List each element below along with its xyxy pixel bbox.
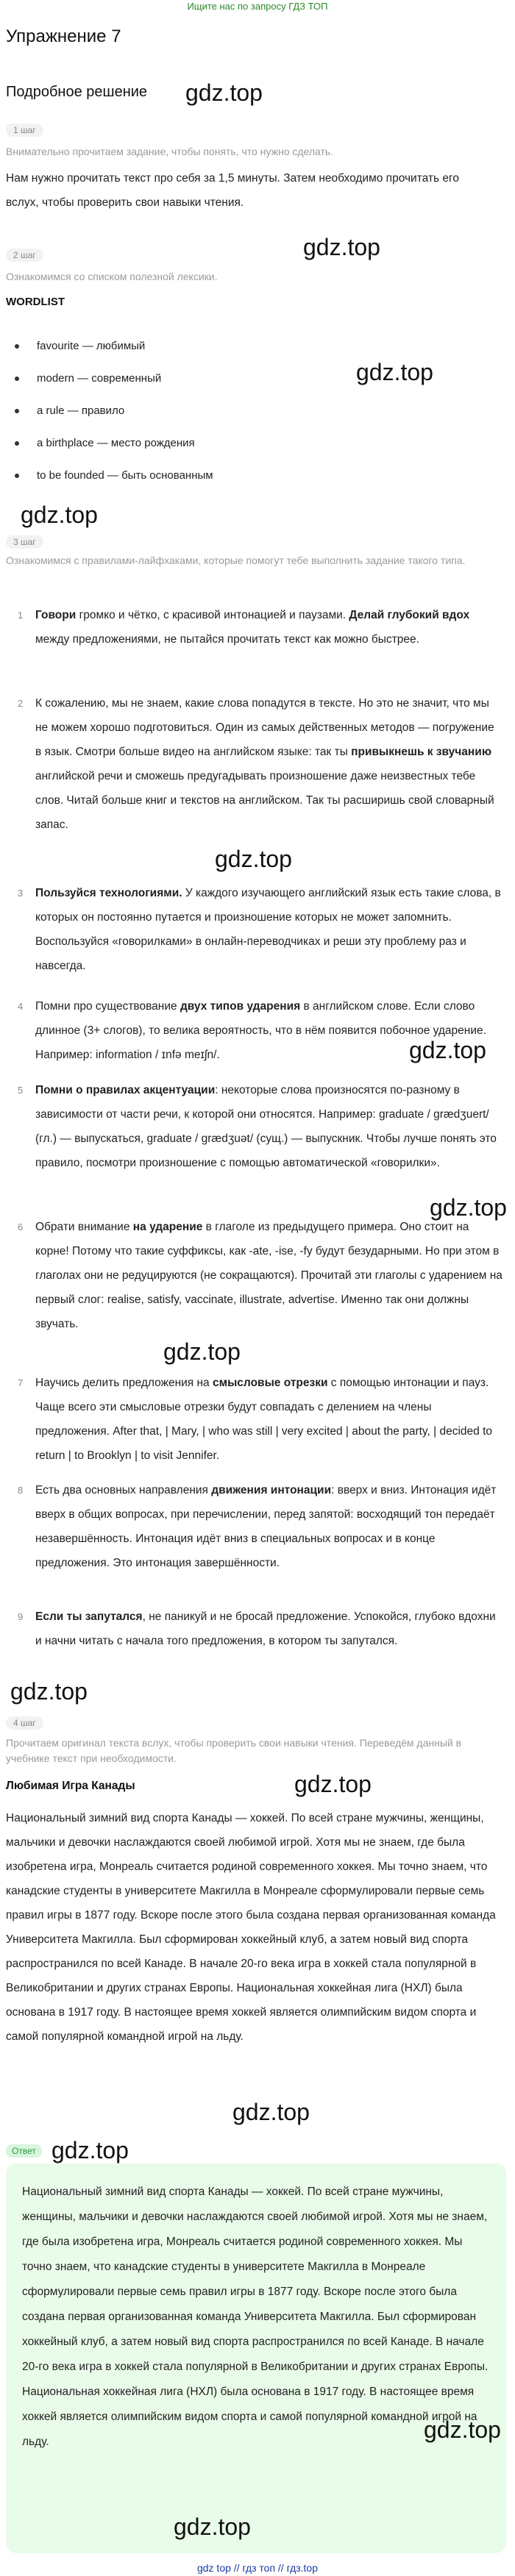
watermark: gdz.top (232, 2099, 310, 2125)
watermark: gdz.top (21, 502, 98, 528)
exercise-title: Упражнение 7 (6, 26, 121, 46)
bullet-icon (15, 409, 19, 413)
wordlist-item: favourite — любимый (15, 340, 145, 352)
bullet-icon (15, 441, 19, 446)
tip-item: 8 Есть два основных направления движения интонации: вверх и вниз. Интонация идёт вверх в общих вопросах, при перечислении, перед запятой: восходящий тон передаёт незавершённость. Интонация идёт вниз в специальных вопросах и в конце предложения. Это интонация завершённости. (18, 1484, 497, 1569)
tip-item: 1 Говори громко и чётко, с красивой интонацией и паузами. Делай глубокий вдох между предложениями, не пытайся прочитать текст как можно быстрее. (18, 609, 470, 646)
tip-item: 2 К сожалению, мы не знаем, какие слова попадутся в тексте. Но это не значит, что мы не можем хорошо подготовиться. Один из самых действенных методов — погружение в язык. Смотри больше видео на английском языке: так ты привыкнешь к звучанию английской речи и сможешь предугадывать произношение даже неизвестных тебе слов. Читай больше книг и текстов на английском. Так ты расширишь свой словарный запас. (18, 697, 494, 831)
wordlist-item: a birthplace — место рождения (15, 437, 195, 449)
step-1-body: Нам нужно прочитать текст про себя за 1,5 минуты. Затем необходимо прочитать его вслух, чтобы проверить свои навыки чтения. (6, 172, 459, 209)
step-2-badge: 2 шаг (6, 249, 43, 262)
wordlist-item: a rule — правило (15, 404, 124, 417)
step-1-badge: 1 шаг (6, 124, 43, 137)
watermark: gdz.top (409, 1037, 486, 1063)
step-2-hint: Ознакомимся со списком полезной лексики. (6, 271, 218, 282)
tip-item: 5 Помни о правилах акцентуации: некоторые слова произносятся по-разному в зависимости от части речи, к которой они относятся. Например: graduate / ɡrædʒuert/ (гл.) — выпускаться, graduate / ɡrædʒuət/ (сущ.) — выпускник. Чтобы лучше понять это правило, посмотри произношение с помощью автоматической «говорилки». (18, 1084, 497, 1169)
answer-body: Национальный зимний вид спорта Канады — хоккей. По всей стране мужчины, женщины, мальчики и девочки наслаждаются своей любимой игрой. Хотя мы не знаем, где была изобретена игра, Монреаль считается родиной современного хоккея. Мы точно знаем, что канадские студенты в университете Макгилла в Монреале сформулировали первые семь правил игры в 1877 году. Вскоре после этого была создана первая организованная команда Университета Макгилла. Был сформирован хоккейный клуб, а затем новый вид спорта распространился по всей Канаде. В начале 20-го века игра в хоккей стала популярной в Великобритании и других странах Европы. Национальная хоккейная лига (НХЛ) была основана в 1917 году. В настоящее время хоккей является олимпийским видом спорта и самой популярной командной игрой на льду. (22, 2186, 489, 2448)
step-4-badge: 4 шаг (6, 1716, 43, 1730)
tip-item: 6 Обрати внимание на ударение в глаголе из предыдущего примера. Оно стоит на корне! Потому что такие суффиксы, как -ate, -ise, -fy будут безударными. Но при этом в глаголах они не редуцируются (не сокращаются). Прочитай эти глаголы с ударением на первый слог: realise, satisfy, vaccinate, illustrate, advertise. Именно так они должны звучать. (18, 1221, 502, 1330)
wordlist-item: to be founded — быть основанным (15, 469, 213, 482)
step-4-hint: Прочитаем оригинал текста вслух, чтобы проверить свои навыки чтения. Переведём данный в учебнике текст при необходимости. (6, 1737, 462, 1764)
answer-box (6, 2163, 506, 2553)
watermark: gdz.top (52, 2137, 129, 2163)
watermark: gdz.top (185, 79, 263, 106)
watermark: gdz.top (303, 234, 380, 260)
bullet-icon (15, 377, 19, 381)
text-body: Национальный зимний вид спорта Канады — хоккей. По всей стране мужчины, женщины, мальчики и девочки наслаждаются своей любимой игрой. Хотя мы не знаем, где была изобретена игра, Монреаль считается родиной современного хоккея. Мы точно знаем, что канадские студенты в университете Макгилла в Монреале сформулировали первые семь правил игры в 1877 году. Вскоре после этого была создана первая организованная команда Университета Макгилла. Был сформирован хоккейный клуб, а затем новый вид спорта распространился по всей Канаде. В начале 20-го века игра в хоккей стала популярной в Великобритании и других странах Европы. Национальная хоккейная лига (НХЛ) была основана в 1917 году. В настоящее время хоккей является олимпийским видом спорта и самой популярной командной игрой на льду. (6, 1812, 496, 2043)
footer-links[interactable]: gdz top // гдз топ // гдз.top (196, 2562, 319, 2574)
tip-item: 9 Если ты запутался, не паникуй и не бросай предложение. Успокойся, глубоко вдохни и начни читать с начала того предложения, в котором ты запутался. (18, 1610, 496, 1647)
step-3-badge: 3 шаг (6, 535, 43, 549)
watermark: gdz.top (163, 1338, 241, 1365)
tip-item: 3 Пользуйся технологиями. У каждого изучающего английский язык есть такие слова, в которых он постоянно путается и произношение которых не может запомнить. Воспользуйся «говорилками» в онлайн-переводчиках и реши эту проблему раз и навсегда. (18, 887, 501, 972)
watermark: gdz.top (294, 1771, 372, 1797)
watermark: gdz.top (424, 2416, 501, 2443)
wordlist-item: modern — современный (15, 372, 161, 385)
step-3-hint: Ознакомимся с правилами-лайфхаками, которые помогут тебе выполнить задание такого типа. (6, 554, 466, 566)
watermark: gdz.top (215, 846, 292, 872)
text-heading: Любимая Игра Канады (6, 1780, 135, 1792)
watermark: gdz.top (356, 359, 433, 385)
tip-item: 7 Научись делить предложения на смысловые отрезки с помощью интонации и пауз. Чаще всего эти смысловые отрезки будут совпадать с делением на члены предложения. After that, | Mary, | who was still | very excited | about the party, | decided to return | to Brooklyn | to visit Jennifer. (18, 1377, 492, 1462)
solution-title: Подробное решение (6, 84, 148, 100)
watermark: gdz.top (430, 1194, 507, 1221)
top-banner: Ищите нас по запросу ГДЗ ТОП (187, 1, 328, 12)
watermark: gdz.top (174, 2513, 251, 2540)
step-1-hint: Внимательно прочитаем задание, чтобы понять, что нужно сделать. (6, 146, 334, 157)
tip-item: 4 Помни про существование двух типов ударения в английском слове. Если слово длинное (3+ слогов), то велика вероятность, что в нём появится побочное ударение. Например: information / ɪnfə meɪʃn/. (18, 1000, 486, 1061)
watermark: gdz.top (10, 1678, 88, 1705)
bullet-icon (15, 344, 19, 349)
wordlist-heading: WORDLIST (6, 296, 65, 308)
answer-tag: Ответ (6, 2144, 42, 2158)
bullet-icon (15, 474, 19, 478)
